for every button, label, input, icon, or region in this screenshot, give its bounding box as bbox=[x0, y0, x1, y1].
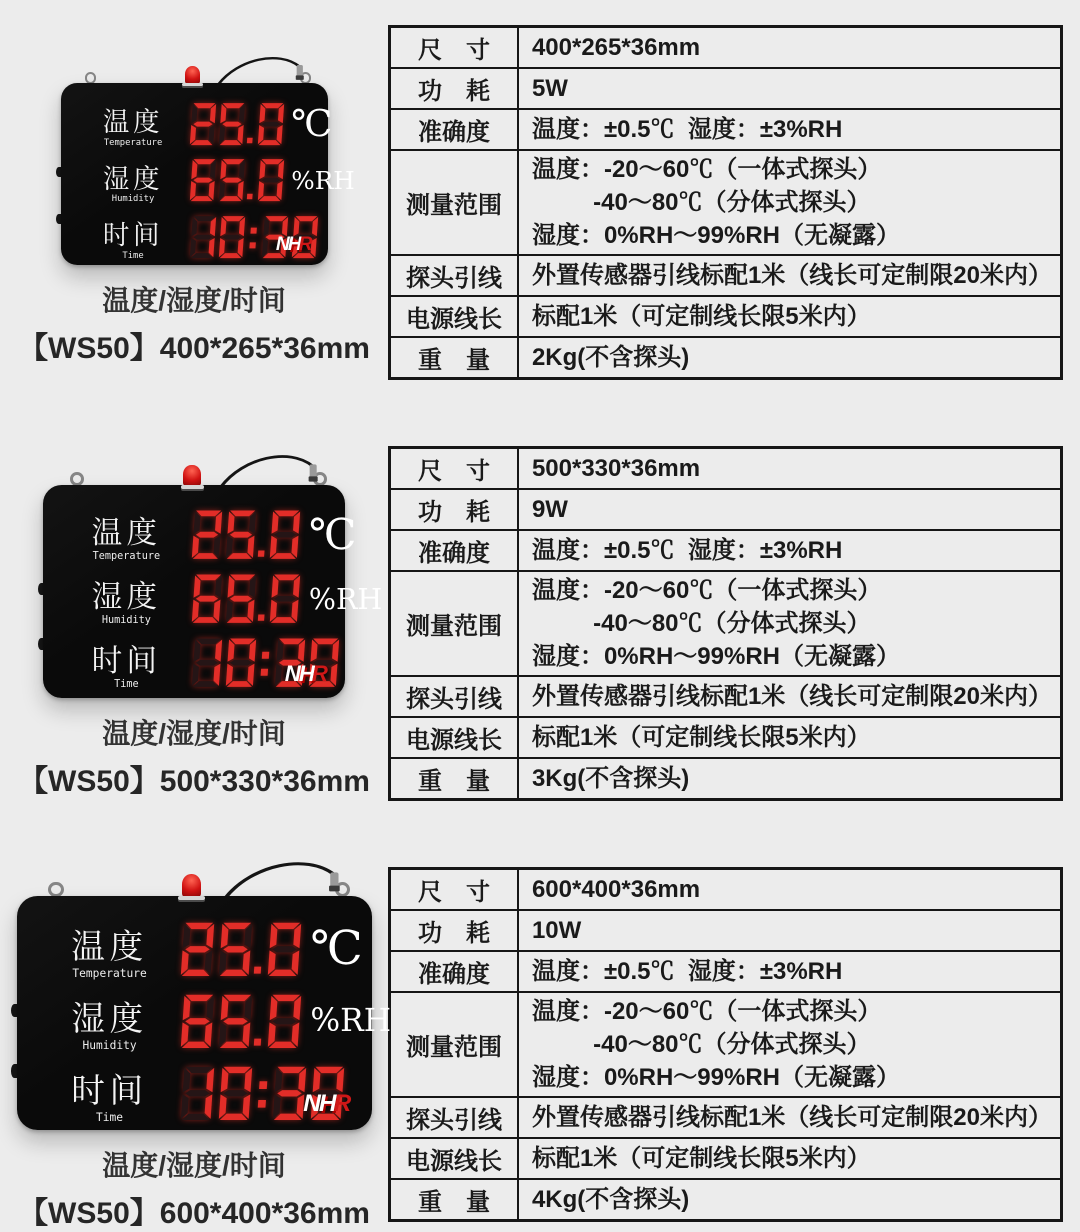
spec-label: 电源线长 bbox=[390, 717, 518, 758]
spec-row bbox=[390, 448, 1062, 490]
sensor-cable-icon bbox=[219, 861, 361, 899]
spec-value bbox=[518, 717, 1062, 758]
spec-value bbox=[518, 489, 1062, 530]
spec-label: 功 耗 bbox=[390, 68, 518, 109]
led-panel bbox=[17, 896, 392, 1130]
spec-row bbox=[390, 530, 1062, 571]
nhr-logo: NHR bbox=[284, 661, 327, 687]
temperature-unit: ℃ bbox=[291, 102, 333, 146]
product-caption: 温度/湿度/时间 bbox=[102, 1150, 286, 1181]
temperature-label: 温度 Temperature bbox=[71, 929, 148, 980]
humidity-row bbox=[38, 991, 392, 1052]
alarm-beacon-icon bbox=[182, 874, 202, 896]
spec-value-line: 标配1米（可定制线长限5米内） bbox=[531, 1145, 871, 1172]
spec-label: 探头引线 bbox=[390, 255, 518, 296]
spec-value-line: 2Kg(不含探头) bbox=[531, 344, 690, 371]
sensor-cable-icon bbox=[213, 56, 320, 86]
spec-value bbox=[518, 869, 1062, 911]
product-model-size: 【WS50】500*330*36mm bbox=[18, 765, 370, 798]
spec-value bbox=[518, 27, 1062, 69]
humidity-row bbox=[61, 572, 383, 626]
temperature-unit: ℃ bbox=[310, 922, 363, 977]
product-figure bbox=[0, 25, 388, 367]
spec-row bbox=[390, 68, 1062, 109]
spec-value-line: 标配1米（可定制线长限5米内） bbox=[531, 724, 871, 751]
spec-value bbox=[518, 1138, 1062, 1179]
spec-label: 准确度 bbox=[390, 109, 518, 150]
nhr-logo: NHR bbox=[275, 233, 312, 255]
spec-row bbox=[390, 1097, 1062, 1138]
humidity-readout bbox=[192, 572, 301, 625]
product-caption: 温度/湿度/时间 bbox=[102, 285, 286, 316]
spec-value-line: 9W bbox=[531, 496, 568, 523]
product-model-size: 【WS50】400*265*36mm bbox=[18, 332, 370, 365]
spec-value bbox=[518, 255, 1062, 296]
humidity-unit: %RH bbox=[310, 1003, 392, 1040]
spec-value bbox=[518, 296, 1062, 337]
spec-label: 测量范围 bbox=[390, 992, 518, 1097]
spec-label: 尺 寸 bbox=[390, 27, 518, 69]
product-section bbox=[0, 867, 1080, 1232]
spec-row bbox=[390, 951, 1062, 992]
temperature-readout bbox=[181, 920, 301, 979]
spec-value bbox=[518, 951, 1062, 992]
spec-row bbox=[390, 676, 1062, 717]
time-label: 时间 Time bbox=[102, 220, 164, 262]
spec-value bbox=[518, 337, 1062, 379]
spec-row bbox=[390, 1179, 1062, 1221]
spec-label: 尺 寸 bbox=[390, 869, 518, 911]
spec-row bbox=[390, 296, 1062, 337]
spec-value bbox=[518, 68, 1062, 109]
spec-value bbox=[518, 992, 1062, 1097]
spec-label: 重 量 bbox=[390, 337, 518, 379]
spec-row bbox=[390, 489, 1062, 530]
spec-value-line: 外置传感器引线标配1米（线长可定制限20米内） bbox=[531, 1104, 1052, 1131]
spec-value bbox=[518, 109, 1062, 150]
spec-value bbox=[518, 150, 1062, 255]
spec-value-line: 标配1米（可定制线长限5米内） bbox=[531, 303, 871, 330]
alarm-beacon-icon bbox=[183, 465, 201, 485]
spec-label: 电源线长 bbox=[390, 1138, 518, 1179]
spec-value bbox=[518, 530, 1062, 571]
humidity-label: 湿度 Humidity bbox=[71, 1000, 148, 1052]
product-figure bbox=[0, 446, 388, 800]
humidity-unit: %RH bbox=[308, 582, 383, 616]
led-panel bbox=[43, 485, 383, 698]
spec-row bbox=[390, 717, 1062, 758]
spec-row bbox=[390, 150, 1062, 255]
device-photo bbox=[43, 485, 383, 698]
led-panel bbox=[61, 83, 355, 265]
spec-value-line: 湿度：0%RH～99%RH（无凝露） bbox=[531, 643, 901, 670]
spec-row bbox=[390, 255, 1062, 296]
spec-value-line: -40～80℃（分体式探头） bbox=[593, 610, 871, 637]
spec-label: 功 耗 bbox=[390, 489, 518, 530]
spec-value bbox=[518, 676, 1062, 717]
spec-value-line: 温度：-20～60℃（一体式探头） bbox=[531, 156, 882, 183]
nhr-logo: NHR bbox=[303, 1090, 351, 1118]
spec-value-line: 500*330*36mm bbox=[531, 455, 701, 482]
spec-value-line: 10W bbox=[531, 917, 582, 944]
spec-label: 准确度 bbox=[390, 530, 518, 571]
spec-value-line: -40～80℃（分体式探头） bbox=[593, 1031, 871, 1058]
spec-value-line: 温度：±0.5℃ 湿度：±3%RH bbox=[531, 958, 843, 985]
spec-row bbox=[390, 869, 1062, 911]
product-section bbox=[0, 25, 1080, 380]
spec-table bbox=[388, 867, 1063, 1222]
alarm-beacon-icon bbox=[185, 66, 201, 84]
spec-label: 探头引线 bbox=[390, 1097, 518, 1138]
spec-row bbox=[390, 1138, 1062, 1179]
spec-label: 重 量 bbox=[390, 1179, 518, 1221]
spec-value bbox=[518, 758, 1062, 800]
humidity-label: 湿度 Humidity bbox=[91, 580, 162, 626]
temperature-row bbox=[61, 508, 357, 562]
spec-value-line: 3Kg(不含探头) bbox=[531, 765, 690, 792]
temperature-row bbox=[38, 919, 363, 980]
product-figure bbox=[0, 867, 392, 1232]
spec-row bbox=[390, 992, 1062, 1097]
time-label: 时间 Time bbox=[71, 1072, 148, 1124]
spec-label: 电源线长 bbox=[390, 296, 518, 337]
spec-row bbox=[390, 910, 1062, 951]
product-section bbox=[0, 446, 1080, 801]
spec-row bbox=[390, 337, 1062, 379]
sensor-cable-icon bbox=[215, 454, 336, 489]
spec-row bbox=[390, 571, 1062, 676]
spec-value-line: 湿度：0%RH～99%RH（无凝露） bbox=[531, 1064, 901, 1091]
spec-value bbox=[518, 910, 1062, 951]
device-photo bbox=[61, 83, 355, 265]
spec-value-line: 温度：±0.5℃ 湿度：±3%RH bbox=[531, 537, 843, 564]
spec-value-line: 温度：-20～60℃（一体式探头） bbox=[531, 998, 882, 1025]
spec-value bbox=[518, 571, 1062, 676]
product-caption: 温度/湿度/时间 bbox=[102, 718, 286, 749]
temperature-label: 温度 Temperature bbox=[91, 516, 162, 562]
spec-label: 尺 寸 bbox=[390, 448, 518, 490]
humidity-label: 湿度 Humidity bbox=[102, 163, 164, 205]
spec-value bbox=[518, 1097, 1062, 1138]
spec-label: 探头引线 bbox=[390, 676, 518, 717]
spec-value-line: 温度：±0.5℃ 湿度：±3%RH bbox=[531, 116, 843, 143]
spec-row bbox=[390, 109, 1062, 150]
spec-row bbox=[390, 27, 1062, 69]
temperature-readout bbox=[190, 101, 284, 147]
temperature-label: 温度 Temperature bbox=[102, 106, 164, 148]
spec-value-line: 外置传感器引线标配1米（线长可定制限20米内） bbox=[531, 262, 1052, 289]
spec-label: 测量范围 bbox=[390, 571, 518, 676]
device-photo bbox=[17, 896, 392, 1130]
spec-value bbox=[518, 1179, 1062, 1221]
spec-label: 准确度 bbox=[390, 951, 518, 992]
spec-value-line: 温度：-20～60℃（一体式探头） bbox=[531, 577, 882, 604]
spec-value-line: 湿度：0%RH～99%RH（无凝露） bbox=[531, 222, 901, 249]
humidity-row bbox=[77, 157, 355, 205]
spec-value-line: 400*265*36mm bbox=[531, 34, 701, 61]
temperature-readout bbox=[192, 508, 301, 561]
spec-label: 测量范围 bbox=[390, 150, 518, 255]
temperature-unit: ℃ bbox=[308, 510, 357, 560]
spec-row bbox=[390, 758, 1062, 800]
temperature-row bbox=[77, 100, 333, 148]
product-model-size: 【WS50】600*400*36mm bbox=[18, 1197, 370, 1230]
spec-value-line: 5W bbox=[531, 75, 568, 102]
time-label: 时间 Time bbox=[91, 644, 162, 690]
humidity-readout bbox=[190, 157, 284, 203]
humidity-unit: %RH bbox=[291, 166, 355, 195]
spec-value bbox=[518, 448, 1062, 490]
humidity-readout bbox=[181, 992, 301, 1051]
spec-table bbox=[388, 446, 1063, 801]
spec-value-line: 外置传感器引线标配1米（线长可定制限20米内） bbox=[531, 683, 1052, 710]
spec-label: 功 耗 bbox=[390, 910, 518, 951]
spec-value-line: 4Kg(不含探头) bbox=[531, 1186, 690, 1213]
spec-value-line: 600*400*36mm bbox=[531, 876, 701, 903]
spec-table bbox=[388, 25, 1063, 380]
spec-label: 重 量 bbox=[390, 758, 518, 800]
spec-value-line: -40～80℃（分体式探头） bbox=[593, 189, 871, 216]
